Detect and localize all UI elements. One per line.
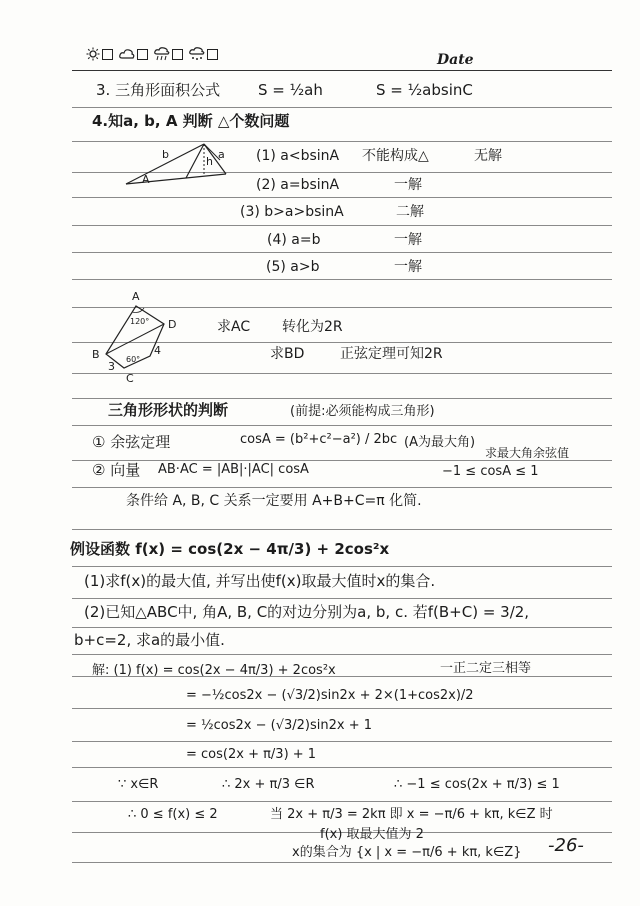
triangle-count-title: 4.知a, b, A 判断 △个数问题 xyxy=(92,112,290,130)
checkbox-icon xyxy=(137,49,148,60)
checkbox-icon xyxy=(102,49,113,60)
vertex-C: C xyxy=(126,372,134,385)
angle-60: 60° xyxy=(126,355,141,364)
case-1-extra: 无解 xyxy=(474,148,502,164)
ruled-line xyxy=(72,598,612,599)
solution-step-4b: ∴ 2x + π/3 ∈R xyxy=(222,777,315,792)
ruled-line xyxy=(72,487,612,488)
ruled-line xyxy=(72,627,612,628)
ruled-line xyxy=(72,398,612,399)
vertex-A: A xyxy=(132,290,140,303)
solution-step-3: = cos(2x + π/3) + 1 xyxy=(186,747,317,762)
solution-step-6: f(x) 取最大值为 2 xyxy=(320,827,424,842)
example-question-2b: b+c=2, 求a的最小值. xyxy=(74,631,225,649)
date-label: Date xyxy=(437,52,474,68)
angle-120: 120° xyxy=(130,317,150,326)
ruled-line xyxy=(72,566,612,567)
rain-icon xyxy=(154,47,183,61)
solution-start: 解: (1) f(x) = cos(2x − 4π/3) + 2cos²x xyxy=(92,663,336,678)
example-question-1: (1)求f(x)的最大值, 并写出使f(x)取最大值时x的集合. xyxy=(84,572,436,590)
side-4: 4 xyxy=(154,344,161,357)
area-formula-title: 3. 三角形面积公式 xyxy=(96,81,221,99)
shape-judge-premise: (前提:必须能构成三角形) xyxy=(290,404,435,419)
solution-step-5a: ∴ 0 ≤ f(x) ≤ 2 xyxy=(128,807,218,822)
ruled-line xyxy=(72,197,612,198)
law-of-cosines-label: ① 余弦定理 xyxy=(92,433,171,451)
label-A: A xyxy=(142,173,150,186)
area-formula-2: S = ½absinC xyxy=(376,81,473,99)
solution-step-1: = −½cos2x − (√3/2)sin2x + 2×(1+cos2x)/2 xyxy=(186,688,474,703)
solution-note: 一正二定三相等 xyxy=(440,661,532,676)
ruled-line xyxy=(72,279,612,280)
example-intro: 例设函数 f(x) = cos(2x − 4π/3) + 2cos²x xyxy=(70,540,390,558)
case-5-condition: (5) a>b xyxy=(266,259,320,275)
case-2-condition: (2) a=bsinA xyxy=(256,177,340,193)
ruled-line xyxy=(72,741,612,742)
ruled-line xyxy=(72,107,612,108)
area-formula-1: S = ½ah xyxy=(258,81,323,99)
case-1-condition: (1) a<bsinA xyxy=(256,148,340,164)
vertex-B: B xyxy=(92,348,100,361)
case-2-result: 一解 xyxy=(394,177,422,193)
case-3-condition: (3) b>a>bsinA xyxy=(240,204,344,220)
example-question-2a: (2)已知△ABC中, 角A, B, C的对边分别为a, b, c. 若f(B+C) = 3/2, xyxy=(84,603,530,621)
ruled-line xyxy=(72,801,612,802)
cloud-icon xyxy=(119,48,148,60)
vector-formula: AB·AC = |AB|·|AC| cosA xyxy=(158,462,309,477)
ruled-line xyxy=(72,767,612,768)
ruled-line xyxy=(72,708,612,709)
checkbox-icon xyxy=(172,49,183,60)
ruled-line xyxy=(72,225,612,226)
cos-range: −1 ≤ cosA ≤ 1 xyxy=(442,464,539,479)
page-number: -26- xyxy=(548,835,584,856)
solution-step-7: x的集合为 {x | x = −π/6 + kπ, k∈Z} xyxy=(292,845,522,860)
solution-step-4c: ∴ −1 ≤ cos(2x + π/3) ≤ 1 xyxy=(394,777,560,792)
ruled-line xyxy=(72,460,612,461)
vertex-D: D xyxy=(168,318,177,331)
snow-icon xyxy=(189,47,218,61)
find-ac-method: 转化为2R xyxy=(282,319,343,335)
checkbox-icon xyxy=(207,49,218,60)
max-angle-cosine-note: 求最大角余弦值 xyxy=(485,446,570,460)
ruled-line xyxy=(72,425,612,426)
angle-sum-note: 条件给 A, B, C 关系一定要用 A+B+C=π 化简. xyxy=(126,493,422,509)
case-4-result: 一解 xyxy=(394,232,422,248)
case-4-condition: (4) a=b xyxy=(267,232,321,248)
case-1-result: 不能构成△ xyxy=(362,148,429,164)
side-3: 3 xyxy=(108,360,115,373)
ruled-line xyxy=(72,529,612,530)
solution-step-4a: ∵ x∈R xyxy=(118,777,159,792)
find-bd: 求BD xyxy=(270,346,305,362)
ruled-line xyxy=(72,654,612,655)
case-3-result: 二解 xyxy=(396,204,424,220)
law-of-cosines-note: (A为最大角) xyxy=(404,435,476,450)
quadrilateral-diagram xyxy=(92,288,182,384)
law-of-cosines-formula: cosA = (b²+c²−a²) / 2bc xyxy=(240,432,398,447)
solution-step-5b: 当 2x + π/3 = 2kπ 即 x = −π/6 + kπ, k∈Z 时 xyxy=(270,807,553,822)
header-rule xyxy=(72,70,612,71)
solution-step-2: = ½cos2x − (√3/2)sin2x + 1 xyxy=(186,718,372,733)
label-a: a xyxy=(218,148,225,161)
vector-label: ② 向量 xyxy=(92,461,141,479)
shape-judge-title: 三角形形状的判断 xyxy=(108,401,229,419)
ruled-line xyxy=(72,252,612,253)
case-5-result: 一解 xyxy=(394,259,422,275)
find-ac: 求AC xyxy=(217,319,251,335)
weather-icons xyxy=(86,47,218,61)
find-bd-method: 正弦定理可知2R xyxy=(340,346,443,362)
label-h: h xyxy=(206,155,213,168)
ruled-line xyxy=(72,862,612,863)
sun-icon xyxy=(86,47,113,61)
label-b: b xyxy=(162,148,169,161)
triangle-diagram xyxy=(122,138,232,188)
